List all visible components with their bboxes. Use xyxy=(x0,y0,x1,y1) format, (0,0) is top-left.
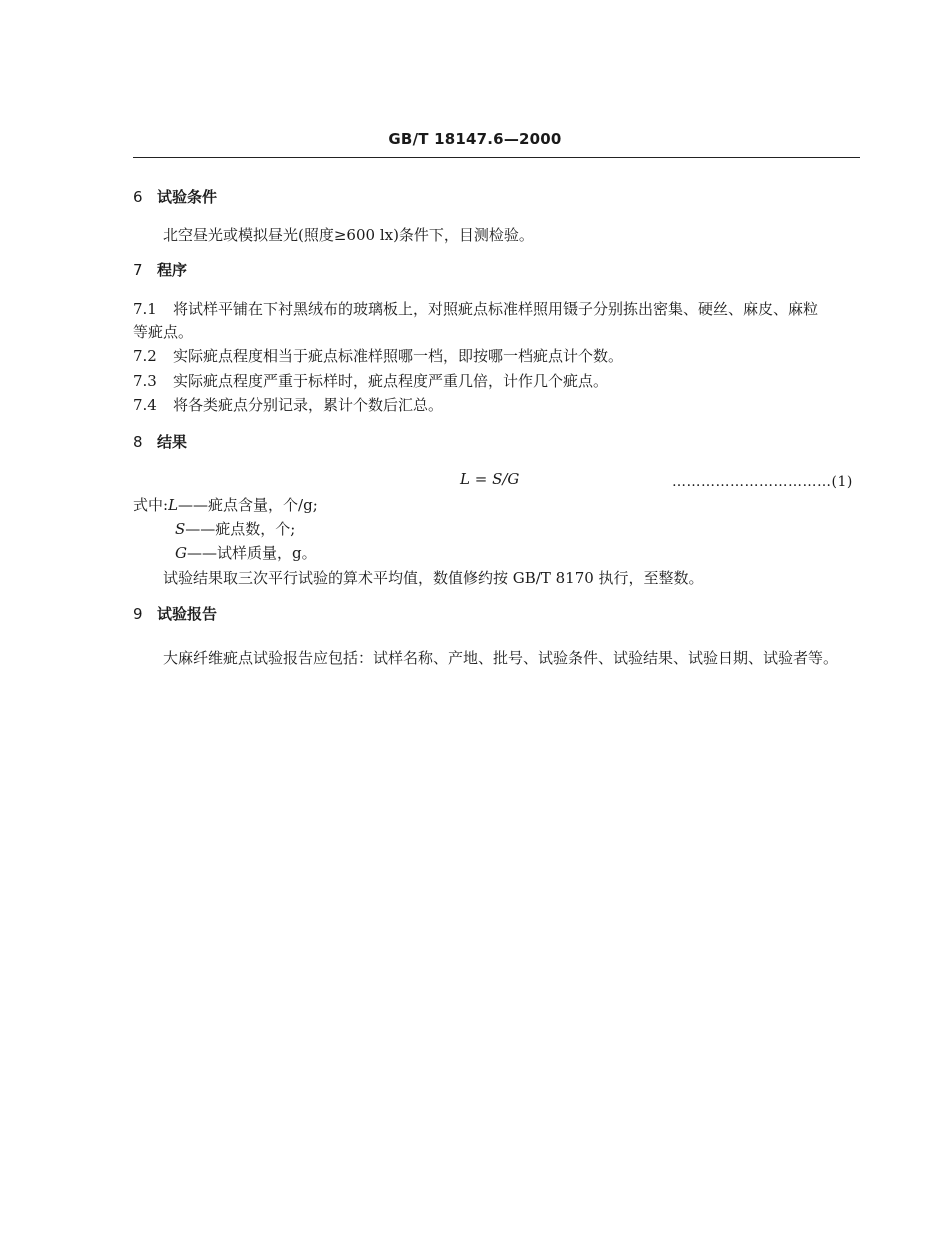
item-7-1-continuation: 等疵点。 xyxy=(133,323,194,341)
section-9-title: 试验报告 xyxy=(157,605,218,623)
section-6-number: 6 xyxy=(133,188,143,206)
section-7-number: 7 xyxy=(133,261,143,279)
section-7-title: 程序 xyxy=(157,261,188,279)
item-7-1-text-line1: 将试样平铺在下衬黑绒布的玻璃板上，对照疵点标准样照用镊子分别拣出密集、硬丝、麻皮、麻粒 xyxy=(173,300,819,318)
section-9-body: 大麻纤维疵点试验报告应包括：试样名称、产地、批号、试验条件、试验结果、试验日期、试验者等。 xyxy=(163,649,839,667)
standard-number-header: GB/T 18147.6—2000 xyxy=(388,130,562,148)
section-6-heading xyxy=(133,186,217,207)
var-L-desc: ——疵点含量，个/g; xyxy=(178,496,318,514)
where-label: 式中: xyxy=(133,496,169,514)
section-6-title: 试验条件 xyxy=(157,188,218,206)
item-7-1 xyxy=(133,297,818,321)
header-rule xyxy=(133,157,860,158)
section-8-heading xyxy=(133,431,187,452)
item-7-4-text: 将各类疵点分别记录，累计个数后汇总。 xyxy=(173,396,444,414)
item-7-1-number: 7.1 xyxy=(133,300,157,318)
formula: L = S/G xyxy=(460,470,520,488)
where-line-L xyxy=(133,493,318,517)
equation-number: ……………………………(1) xyxy=(672,474,853,490)
item-7-2 xyxy=(133,344,623,368)
var-G-symbol: G xyxy=(175,544,187,562)
var-G-desc: ——试样质量，g。 xyxy=(186,544,317,562)
item-7-4 xyxy=(133,393,443,417)
section-8-title: 结果 xyxy=(157,433,188,451)
section-6-body: 北空昼光或模拟昼光(照度≥600 lx)条件下，目测检验。 xyxy=(163,226,534,244)
var-L-symbol: L xyxy=(168,496,179,514)
item-7-3 xyxy=(133,369,608,393)
where-line-G xyxy=(175,541,317,565)
where-line-S xyxy=(175,517,295,541)
item-7-3-number: 7.3 xyxy=(133,372,157,390)
item-7-2-number: 7.2 xyxy=(133,347,157,365)
section-9-number: 9 xyxy=(133,605,143,623)
section-7-heading xyxy=(133,259,187,280)
var-S-symbol: S xyxy=(175,520,186,538)
item-7-2-text: 实际疵点程度相当于疵点标准样照哪一档，即按哪一档疵点计个数。 xyxy=(173,347,624,365)
var-S-desc: ——疵点数，个; xyxy=(185,520,296,538)
item-7-4-number: 7.4 xyxy=(133,396,157,414)
result-note: 试验结果取三次平行试验的算术平均值，数值修约按 GB/T 8170 执行，至整数。 xyxy=(163,569,704,587)
section-8-number: 8 xyxy=(133,433,143,451)
item-7-3-text: 实际疵点程度严重于标样时，疵点程度严重几倍，计作几个疵点。 xyxy=(173,372,609,390)
section-9-heading xyxy=(133,603,217,624)
